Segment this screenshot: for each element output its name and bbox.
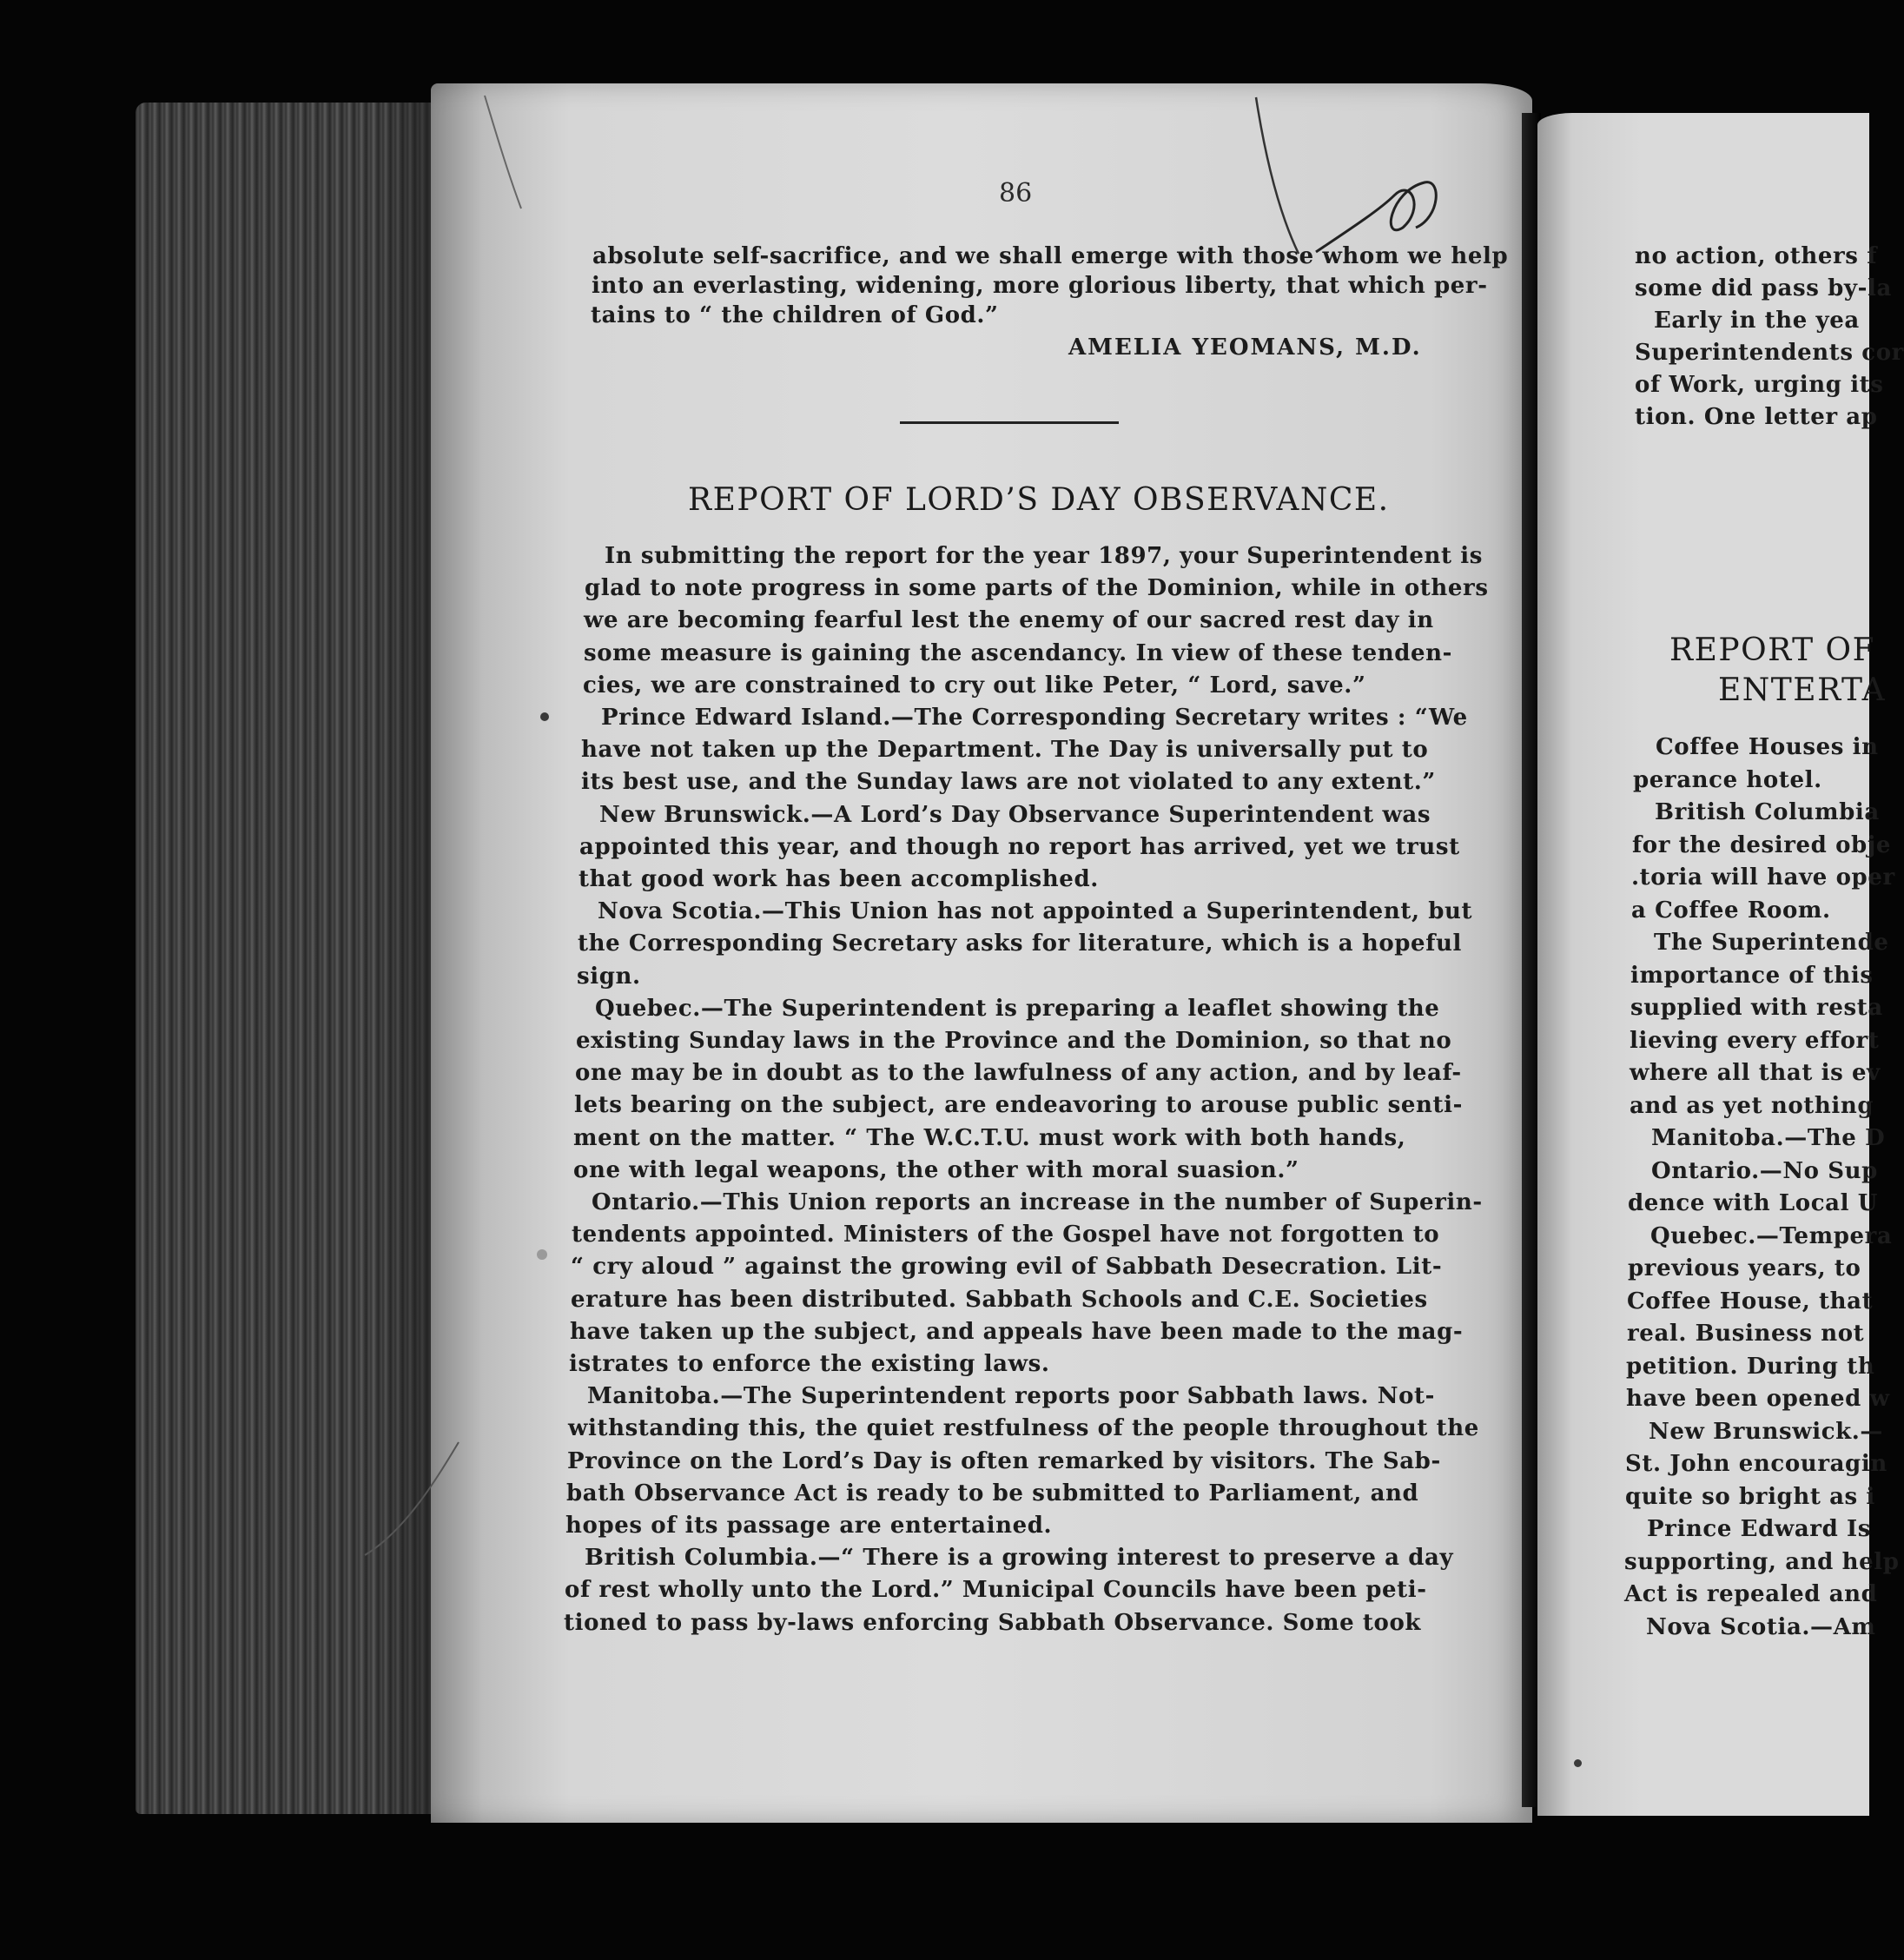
- text-line: its best use, and the Sunday laws are not violated to any extent.”: [581, 769, 1436, 796]
- text-line: Province on the Lord’s Day is often remarked by visitors. The Sab-: [567, 1447, 1441, 1474]
- facing-text-line: perance hotel.: [1633, 766, 1822, 793]
- text-line: one with legal weapons, the other with moral suasion.”: [573, 1156, 1299, 1183]
- text-line: one may be in doubt as to the lawfulness of any action, and by leaf-: [575, 1060, 1462, 1087]
- facing-text-line: Coffee House, that: [1627, 1288, 1874, 1314]
- ink-speck: [1574, 1759, 1582, 1767]
- text-line: hopes of its passage are entertained.: [565, 1513, 1053, 1539]
- facing-text-line: no action, others f: [1635, 243, 1877, 269]
- facing-heading-line: REPORT OF: [1669, 632, 1876, 668]
- text-line: New Brunswick.—A Lord’s Day Observance Superintendent was: [599, 801, 1431, 828]
- text-line: Ontario.—This Union reports an increase in the number of Superin-: [592, 1189, 1483, 1215]
- facing-text-line: Manitoba.—The D: [1651, 1125, 1886, 1151]
- text-line: In submitting the report for the year 1897, your Superintendent is: [605, 543, 1484, 569]
- facing-text-line: The Superintende: [1654, 930, 1889, 956]
- text-line: sign.: [577, 963, 641, 990]
- facing-text-line: Coffee Houses in: [1656, 734, 1879, 760]
- text-line: Prince Edward Island.—The Corresponding Secretary writes : “We: [601, 705, 1468, 731]
- text-line: absolute self-sacrifice, and we shall emerge with those whom we help: [592, 243, 1509, 269]
- facing-text-line: for the desired obje: [1632, 831, 1891, 858]
- text-line: “ cry aloud ” against the growing evil of Sabbath Desecration. Lit-: [571, 1254, 1443, 1281]
- facing-text-line: St. John encouragin: [1625, 1451, 1887, 1477]
- text-line: some measure is gaining the ascendancy. In view of these tenden-: [584, 639, 1453, 666]
- text-line: lets bearing on the subject, are endeavoring to arouse public senti-: [574, 1092, 1464, 1119]
- facing-text-line: supplied with resta: [1630, 995, 1883, 1021]
- text-line: erature has been distributed. Sabbath Schools and C.E. Societies: [571, 1286, 1428, 1313]
- facing-text-line: of Work, urging its: [1635, 372, 1884, 398]
- page-number: 86: [999, 178, 1033, 209]
- text-line: appointed this year, and though no report has arrived, yet we trust: [579, 833, 1460, 860]
- text-line: bath Observance Act is ready to be submitted to Parliament, and: [566, 1480, 1419, 1506]
- book-page-edges: [136, 103, 435, 1814]
- text-line: of rest wholly unto the Lord.” Municipal Councils have been peti-: [565, 1577, 1427, 1604]
- text-line: existing Sunday laws in the Province and the Dominion, so that no: [576, 1028, 1452, 1054]
- facing-text-line: dence with Local U: [1628, 1190, 1878, 1216]
- facing-text-line: have been opened w: [1626, 1386, 1890, 1412]
- text-line: Manitoba.—The Superintendent reports poor Sabbath laws. Not-: [587, 1383, 1436, 1410]
- report-heading: REPORT OF LORD’S DAY OBSERVANCE.: [688, 482, 1390, 518]
- facing-text-line: Early in the yea: [1654, 308, 1860, 334]
- facing-text-line: Superintendents cor: [1635, 340, 1904, 366]
- signature: AMELIA YEOMANS, M.D.: [1068, 334, 1422, 361]
- facing-text-line: Act is repealed and: [1624, 1581, 1878, 1607]
- facing-text-line: petition. During th: [1626, 1353, 1875, 1380]
- text-line: withstanding this, the quiet restfulness of the people throughout the: [568, 1415, 1479, 1442]
- facing-text-line: real. Business not: [1627, 1321, 1865, 1347]
- text-line: we are becoming fearful lest the enemy of our sacred rest day in: [584, 607, 1434, 634]
- text-line: tioned to pass by-laws enforcing Sabbath Observance. Some took: [564, 1609, 1422, 1636]
- facing-text-line: tion. One letter ap: [1635, 404, 1878, 430]
- ink-speck: [537, 1249, 547, 1260]
- text-line: istrates to enforce the existing laws.: [569, 1351, 1050, 1377]
- text-line: ment on the matter. “ The W.C.T.U. must work with both hands,: [573, 1124, 1406, 1151]
- facing-text-line: supporting, and help: [1624, 1548, 1900, 1575]
- section-divider-rule: [900, 421, 1119, 424]
- text-line: have taken up the subject, and appeals have been made to the mag-: [570, 1318, 1464, 1345]
- facing-heading-line: ENTERTA: [1718, 672, 1887, 708]
- facing-text-line: a Coffee Room.: [1631, 897, 1831, 924]
- facing-text-line: Nova Scotia.—Am: [1646, 1613, 1876, 1640]
- facing-text-line: .toria will have oper: [1631, 864, 1895, 891]
- text-line: that good work has been accomplished.: [578, 866, 1099, 892]
- text-line: glad to note progress in some parts of the Dominion, while in others: [585, 575, 1489, 602]
- facing-text-line: Quebec.—Tempera: [1650, 1222, 1893, 1249]
- text-line: the Corresponding Secretary asks for literature, which is a hopeful: [578, 930, 1462, 957]
- facing-text-line: lieving every effort: [1630, 1027, 1880, 1054]
- text-line: into an everlasting, widening, more glorious liberty, that which per-: [592, 273, 1488, 299]
- facing-text-line: Prince Edward Is: [1647, 1516, 1872, 1542]
- facing-text-line: previous years, to: [1628, 1255, 1861, 1281]
- text-line: Nova Scotia.—This Union has not appointed a Superintendent, but: [598, 898, 1473, 925]
- facing-text-line: some did pass by-la: [1635, 275, 1892, 301]
- text-line: have not taken up the Department. The Day is universally put to: [581, 737, 1429, 764]
- facing-text-line: where all that is ev: [1630, 1060, 1881, 1086]
- facing-text-line: Ontario.—No Sup: [1651, 1157, 1878, 1184]
- text-line: tendents appointed. Ministers of the Gospel have not forgotten to: [572, 1222, 1440, 1248]
- text-line: British Columbia.—“ There is a growing interest to preserve a day: [585, 1545, 1454, 1572]
- ink-speck: [540, 712, 549, 721]
- text-line: Quebec.—The Superintendent is preparing a leaflet showing the: [595, 995, 1440, 1022]
- facing-text-line: quite so bright as i: [1625, 1483, 1875, 1510]
- facing-text-line: New Brunswick.—: [1649, 1418, 1884, 1445]
- text-line: tains to “ the children of God.”: [591, 302, 999, 328]
- text-line: cies, we are constrained to cry out like Peter, “ Lord, save.”: [583, 672, 1366, 699]
- facing-text-line: importance of this: [1630, 962, 1874, 989]
- facing-text-line: British Columbia: [1655, 799, 1880, 825]
- facing-text-line: and as yet nothing: [1630, 1092, 1874, 1119]
